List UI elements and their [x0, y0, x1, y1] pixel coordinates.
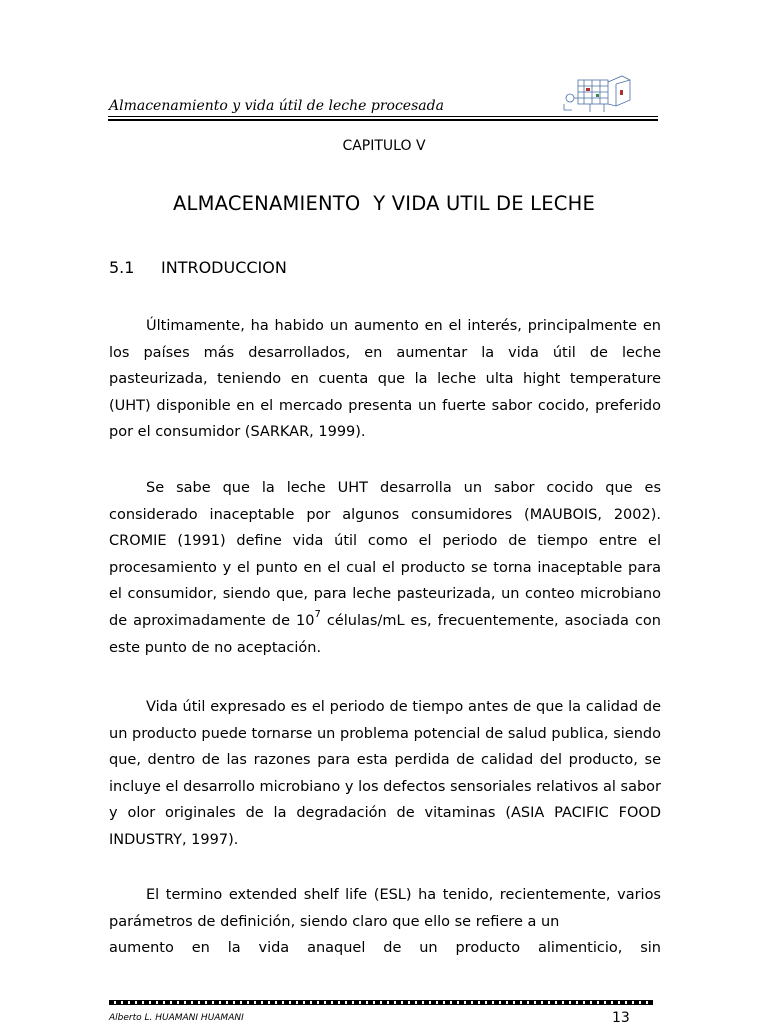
paragraph-3-text: Vida útil expresado es el periodo de tiempo antes de que la calidad de un producto puede tornarse un problema potencial de salud publica, siendo que, dentro de las razones para esta perdida de calidad del producto, se incluye el desarrollo microbiano y los defectos sensoriales relativos al sabor y olor originales de la degradación de vitaminas (ASIA PACIFIC FOOD INDUSTRY, 1997).: [109, 699, 661, 848]
superscript-exponent: 7: [314, 609, 321, 621]
footer-rule: [109, 1000, 653, 1005]
paragraph-4: [109, 882, 661, 962]
chapter-title: ALMACENAMIENTO Y VIDA UTIL DE LECHE: [173, 192, 595, 215]
footer-author: Alberto L. HUAMANI HUAMANI: [109, 1013, 244, 1023]
header-rule-thin: [108, 116, 658, 117]
dairy-plant-logo-icon: [560, 70, 636, 116]
section-title: INTRODUCCION: [161, 258, 287, 277]
section-number: 5.1: [109, 258, 135, 277]
paragraph-1-text: Últimamente, ha habido un aumento en el interés, principalmente en los países más desarrollados, en aumentar la vida útil de leche pasteurizada, teniendo en cuenta que la leche ulta hight temperature (UHT) disponible en el mercado presenta un fuerte sabor cocido, preferido por el consumidor (SARKAR, 1999).: [109, 318, 661, 441]
paragraph-2-text-a: Se sabe que la leche UHT desarrolla un sabor cocido que es considerado inaceptable por algunos consumidores (MAUBOIS, 2002). CROMIE (1991) define vida útil como el periodo de tiempo entre el procesamiento y el punto en el cual el producto se torna inaceptable para el consumidor, siendo que, para leche pasteurizada, un conteo microbiano de aproximadamente de 10: [109, 480, 661, 629]
paragraph-4-text-b: aumento en la vida anaquel de un producto alimenticio, sin: [109, 940, 661, 957]
chapter-label: CAPITULO V: [342, 138, 426, 154]
paragraph-3: [109, 694, 661, 854]
section-heading: [109, 258, 287, 278]
paragraph-2: [109, 475, 661, 661]
paragraph-2-text-b: células/mL es, frecuentemente, asociada con este punto de no aceptación.: [109, 612, 661, 656]
running-header-title: Almacenamiento y vida útil de leche procesada: [109, 98, 444, 114]
header-rule-thick: [108, 119, 658, 121]
paragraph-4-text-a: El termino extended shelf life (ESL) ha tenido, recientemente, varios parámetros de definición, siendo claro que ello se refiere a un: [109, 887, 661, 930]
paragraph-1: [109, 313, 661, 446]
page-number: 13: [612, 1010, 630, 1026]
